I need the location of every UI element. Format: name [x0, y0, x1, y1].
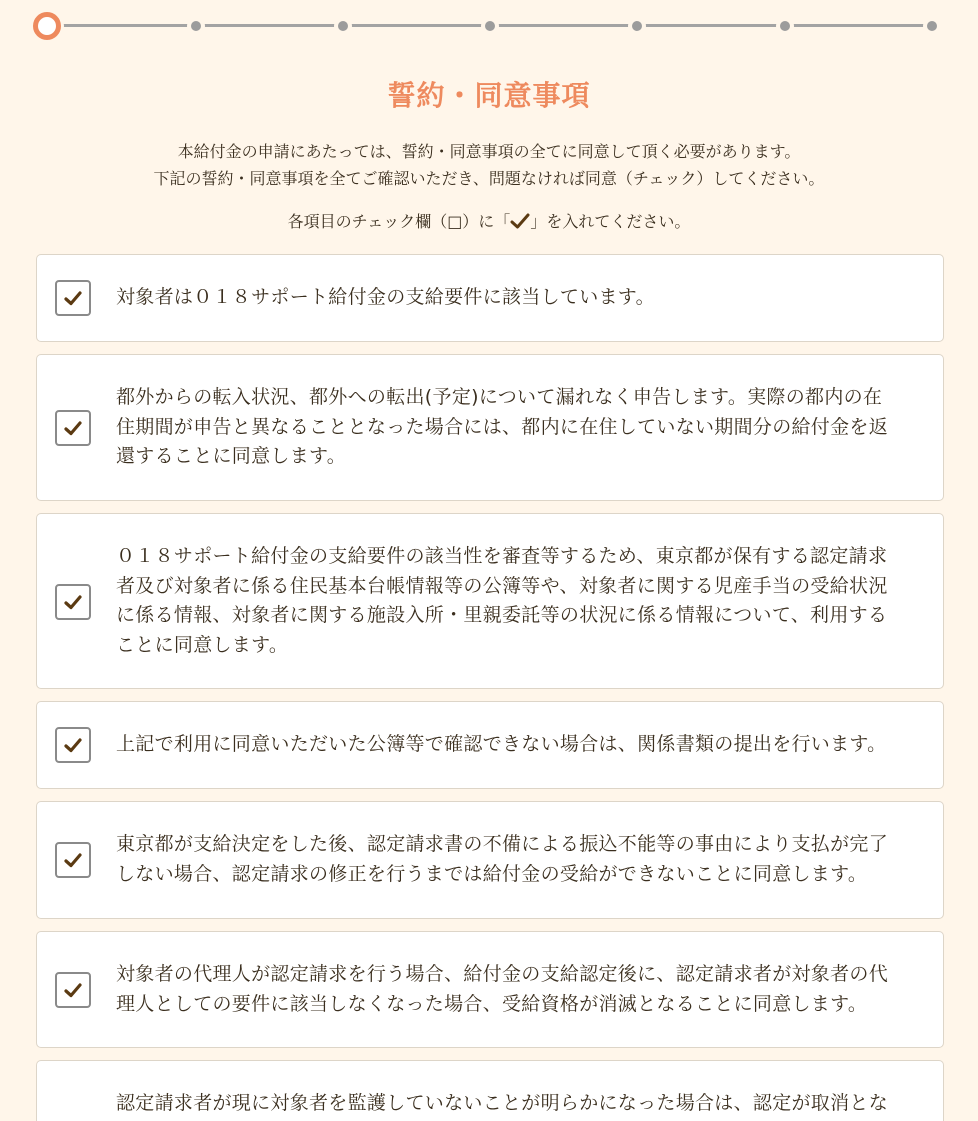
progress-stepper — [33, 12, 945, 40]
consent-item — [36, 701, 944, 789]
step-5-dot — [628, 17, 646, 35]
consent-item-text: 対象者は０１８サポート給付金の支給要件に該当しています。 — [116, 286, 655, 308]
consent-item — [36, 354, 944, 501]
consent-item-text: 上記で利用に同意いただいた公簿等で確認できない場合は、関係書類の提出を行います。 — [116, 733, 887, 755]
page-title: 誓約・同意事項 — [387, 79, 591, 112]
consent-item-text: 認定請求者が現に対象者を監護していないことが明らかになった場合は、認定が取消とな — [116, 1092, 889, 1114]
step-4-dot — [481, 17, 499, 35]
checkmark-icon — [64, 982, 82, 998]
consent-item-text: 対象者の代理人が認定請求を行う場合、給付金の支給認定後に、認定請求者が対象者の代理人としての要件に該当しなくなった場合、受給資格が消滅となることに同意します。 — [116, 963, 889, 1015]
checkmark-icon — [510, 211, 530, 229]
consent-item — [36, 254, 944, 342]
step-7-dot — [923, 17, 941, 35]
consent-item — [36, 801, 944, 919]
checkmark-icon — [64, 594, 82, 610]
checkmark-icon — [64, 852, 82, 868]
consent-item-text: 東京都が支給決定をした後、認定請求書の不備による振込不能等の事由により支払が完了しない場合、認定請求の修正を行うまでは給付金の受給ができないことに同意します。 — [116, 833, 889, 885]
step-3-dot — [334, 17, 352, 35]
consent-checkbox-3[interactable] — [55, 584, 91, 620]
consent-item-text: 都外からの転入状況、都外への転出(予定)について漏れなく申告します。実際の都内の在住期間が申告と異なることとなった場合には、都内に在住していない期間分の給付金を返還することに同意します。 — [116, 386, 889, 467]
consent-item — [36, 1060, 944, 1121]
consent-checkbox-5[interactable] — [55, 842, 91, 878]
consent-checkbox-4[interactable] — [55, 727, 91, 763]
intro-text — [0, 138, 978, 192]
consent-item — [36, 513, 944, 689]
instruction-after: 」を入れてください。 — [530, 212, 691, 231]
step-6-dot — [776, 17, 794, 35]
consent-checkbox-2[interactable] — [55, 410, 91, 446]
consent-item-text: ０１８サポート給付金の支給要件の該当性を審査等するため、東京都が保有する認定請求者及び対象者に係る住民基本台帳情報等の公簿等や、対象者に関する児産手当の受給状況に係る情報、対象者に関する施設入所・里親委託等の状況に係る情報について、利用することに同意します。 — [116, 545, 888, 656]
checkmark-icon — [64, 737, 82, 753]
step-2-dot — [187, 17, 205, 35]
step-1-dot — [33, 12, 61, 40]
intro-line-1: 本給付金の申請にあたっては、誓約・同意事項の全てに同意して頂く必要があります。 — [177, 142, 801, 161]
instruction-before: 各項目のチェック欄（□）に「 — [287, 212, 511, 231]
intro-line-2: 下記の誓約・同意事項を全てご確認いただき、問題なければ同意（チェック）してください。 — [153, 169, 825, 188]
consent-item — [36, 931, 944, 1048]
check-instruction — [0, 208, 978, 235]
consent-checkbox-1[interactable] — [55, 280, 91, 316]
checkmark-icon — [64, 290, 82, 306]
checkmark-icon — [64, 420, 82, 436]
consent-checkbox-6[interactable] — [55, 972, 91, 1008]
